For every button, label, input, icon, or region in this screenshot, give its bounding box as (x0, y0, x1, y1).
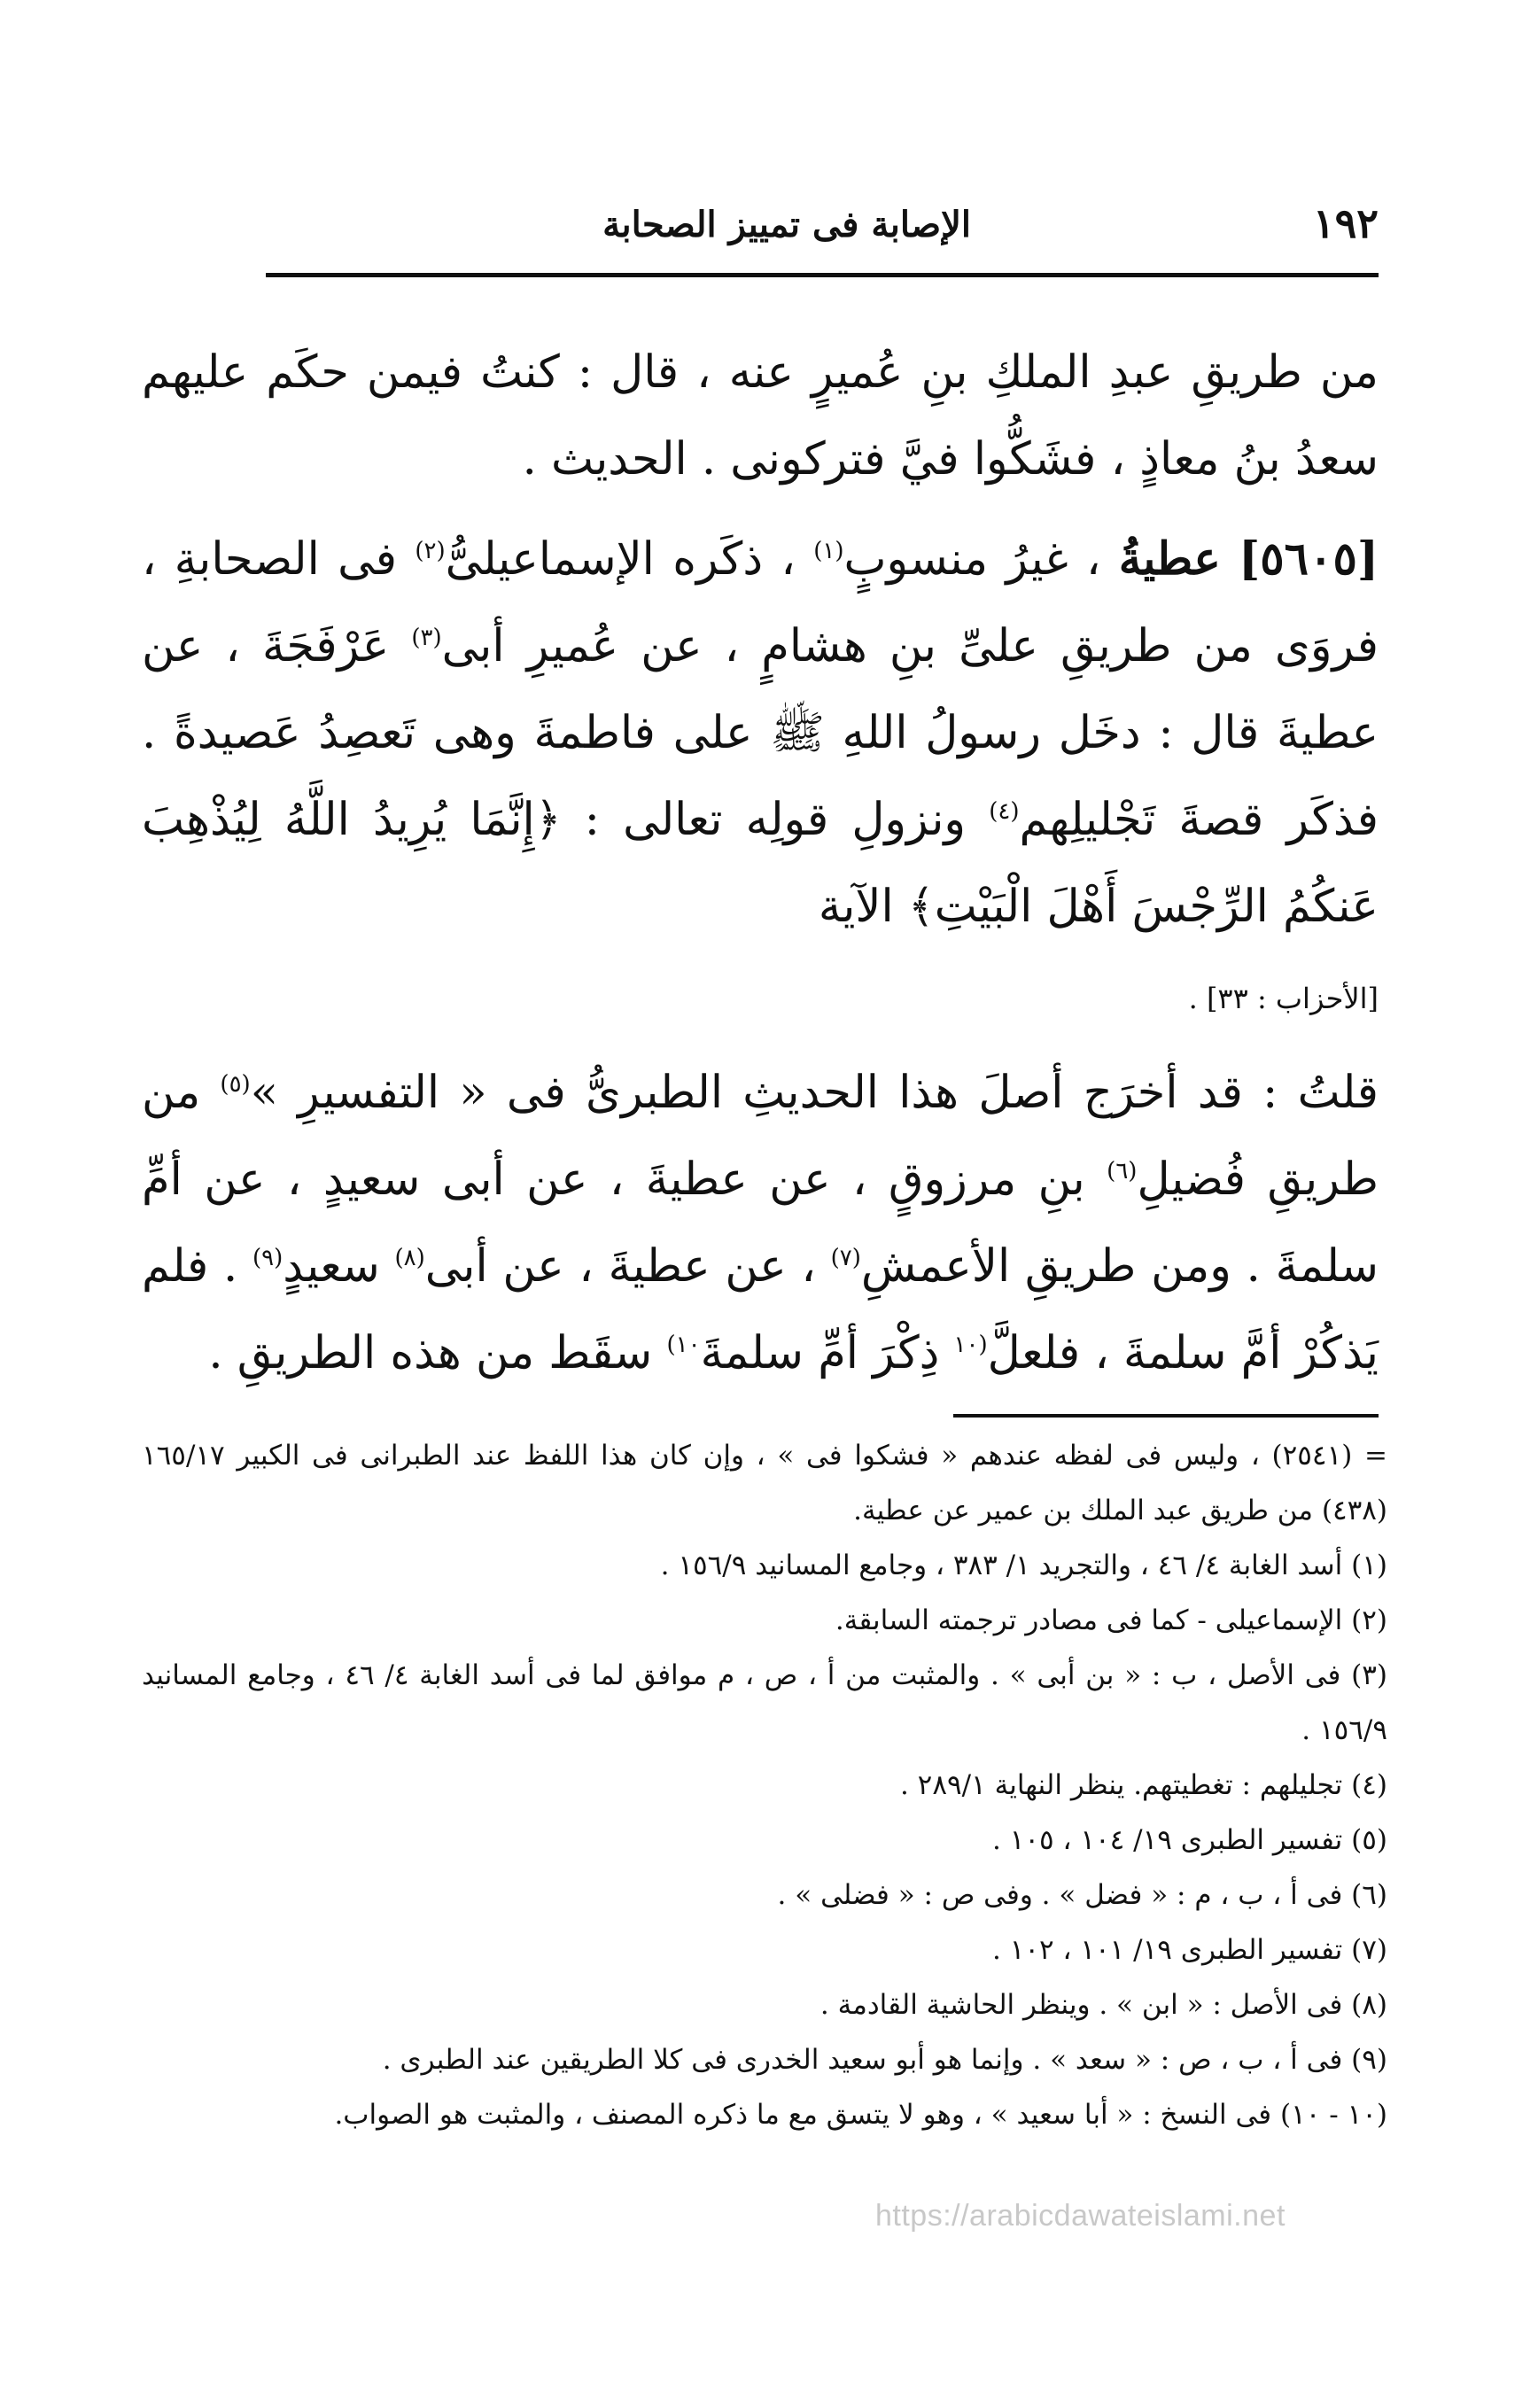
entry-number: [٥٦٠٥] (1239, 532, 1379, 586)
header-rule (266, 273, 1379, 277)
quran-reference: [الأحزاب : ٣٣] . (1188, 982, 1379, 1015)
footnote-marker: (١٠ (953, 1332, 988, 1358)
footnote-1: (١) أسد الغابة ٤/ ٤٦ ، والتجريد ١/ ٣٨٣ ، وجامع المسانيد ١٥٦/٩ . (660, 1550, 1387, 1581)
footnotes (142, 1428, 1387, 2142)
footnote-continuation: = (٢٥٤١) ، وليس فى لفظه عندهم « فشكوا فى » ، وإن كان هذا اللفظ عند الطبرانى فى الكبير ١٦٥/١٧ (٤٣٨) من طريق عبد الملك بن عمير عن عطية. (142, 1440, 1387, 1526)
footnote-2: (٢) الإسماعيلى - كما فى مصادر ترجمته السابقة. (835, 1604, 1387, 1636)
entry-text: ، ذكَره الإسماعيلىُّ (445, 533, 796, 586)
commentary-text: سقَط من هذه الطريقِ . (208, 1327, 653, 1379)
footnote-5: (٥) تفسير الطبرى ١٩/ ١٠٤ ، ١٠٥ . (991, 1824, 1387, 1856)
footnote-marker: (٦) (1107, 1158, 1138, 1185)
paragraph-entry-5605 (142, 516, 1379, 1037)
footnote-10: (١٠ - ١٠) فى النسخ : « أبا سعيد » ، وهو لا يتسق مع ما ذكره المصنف ، والمثبت هو الصواب. (334, 2099, 1387, 2131)
commentary-text: قلتُ : قد أخرَج أصلَ هذا الحديثِ الطبرىُّ فى « التفسيرِ » (250, 1067, 1379, 1119)
footnote-rule (953, 1414, 1379, 1418)
entry-name: عطيةُ (1118, 532, 1221, 586)
footnote-marker: (٩) (252, 1245, 284, 1271)
running-title: الإصابة فى تمييز الصحابة (602, 204, 971, 245)
footnote-marker: ١٠) (666, 1332, 701, 1358)
watermark-url: https://arabicdawateislami.net (875, 2199, 1286, 2233)
footnote-marker: (١) (813, 538, 844, 564)
footnote-8: (٨) فى الأصل : « ابن » . وينظر الحاشية القادمة . (819, 1989, 1387, 2021)
footnote-6: (٦) فى أ ، ب ، م : « فضل » . وفى ص : « فضلى » . (777, 1879, 1387, 1911)
entry-text: عَرْفَجَةَ ، عن عطيةَ قال : دخَل رسولُ اللهِ ﷺ على فاطمةَ وهى تَعصِدُ عَصيدةً . فذكَر قصةَ تَجْليلِهم (142, 620, 1379, 846)
quran-verse: ونزولِ قولِه تعالى : ﴿إِنَّمَا يُرِيدُ اللَّهُ لِيُذْهِبَ عَنكُمُ الرِّجْسَ أَهْلَ الْبَيْتِ﴾ الآية (142, 794, 1379, 933)
footnote-marker: (٧) (830, 1245, 861, 1271)
entry-text: فى الصحابةِ ، فروَى من طريقِ علىِّ بنِ هشامٍ ، عن عُميرِ أبى (142, 533, 1379, 672)
commentary-text: بنِ مرزوقٍ ، عن عطيةَ ، عن أبى سعيدٍ ، عن أمِّ سلمةَ . ومن طريقِ الأعمشِ (142, 1154, 1379, 1293)
commentary-text: ، عن عطيةَ ، عن أبى (424, 1240, 816, 1293)
paragraph-commentary (142, 1050, 1379, 1397)
commentary-text: . فلم يَذكُرْ أمَّ سلمةَ ، فلعلَّ (142, 1240, 1379, 1379)
commentary-text: من طريقِ فُضيلِ (142, 1067, 1379, 1206)
footnote-3: (٣) فى الأصل ، ب : « بن أبى » . والمثبت من أ ، ص ، م موافق لما فى أسد الغابة ٤/ ٤٦ ، وجامع المسانيد ١٥٦/٩ . (142, 1659, 1387, 1746)
commentary-text: ذِكْرَ أمِّ سلمةَ (700, 1327, 940, 1379)
entry-text: ، غيرُ منسوبٍ (843, 533, 1101, 586)
footnote-marker: (٢) (415, 538, 446, 564)
footnote-marker: (٤) (989, 798, 1020, 825)
footnote-marker: (٥) (220, 1071, 251, 1098)
commentary-text: سعيدٍ (283, 1240, 380, 1293)
footnote-9: (٩) فى أ ، ب ، ص : « سعد » . وإنما هو أبو سعيد الخدرى فى كلا الطريقين عند الطبرى . (382, 2044, 1387, 2076)
main-text (142, 330, 1379, 1397)
paragraph-hadith-end: من طريقِ عبدِ الملكِ بنِ عُميرٍ عنه ، قال : كنتُ فيمن حكَم عليهم سعدُ بنُ معاذٍ ، فشَكُّوا فيَّ فتركونى . الحديث . (142, 346, 1379, 485)
page-header (266, 197, 1379, 259)
page-number: ١٩٢ (1312, 199, 1379, 247)
footnote-7: (٧) تفسير الطبرى ١٩/ ١٠١ ، ١٠٢ . (991, 1934, 1387, 1966)
footnote-marker: (٣) (411, 625, 442, 651)
footnote-marker: (٨) (394, 1245, 425, 1271)
footnote-4: (٤) تجليلهم : تغطيتهم. ينظر النهاية ٢٨٩/١ . (899, 1769, 1387, 1801)
